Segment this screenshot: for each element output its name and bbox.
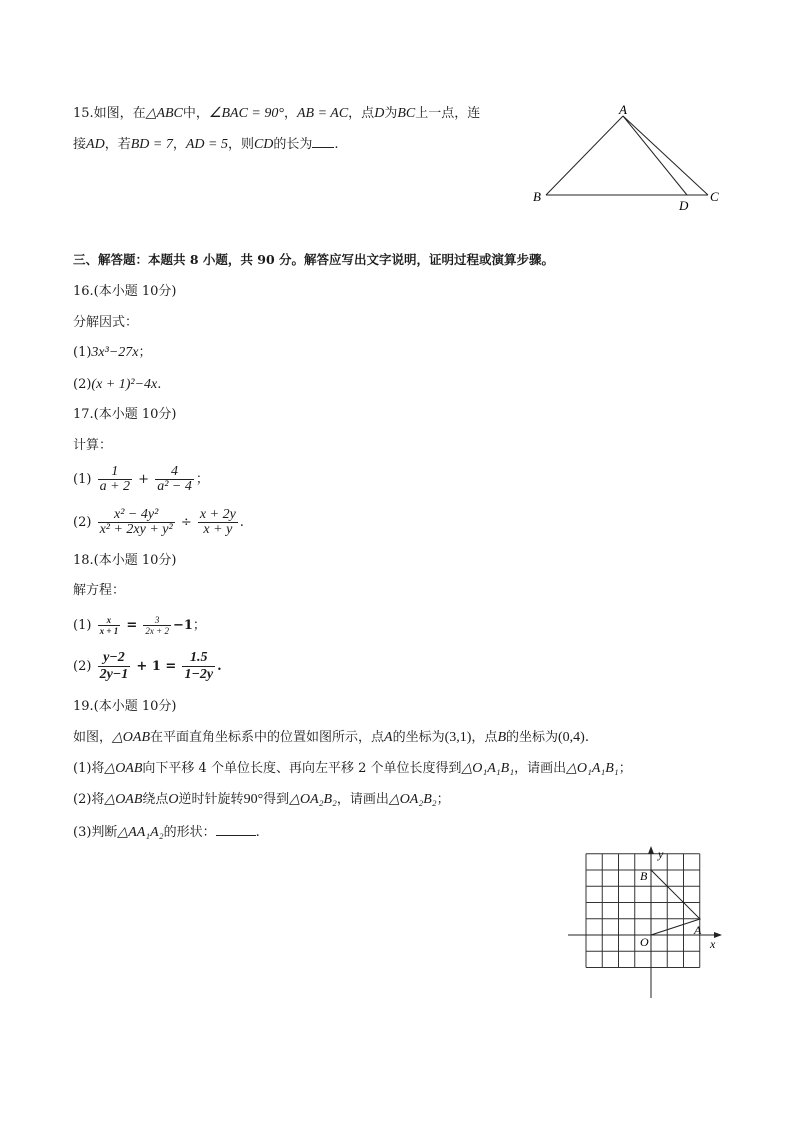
expression: 3x³−27x <box>91 345 139 360</box>
q19-part1: (1)将△OAB向下平移 4 个单位长度、再向左平移 2 个单位长度得到△O₁A₁B₁，请画出△O₁A₁B₁； <box>73 761 632 776</box>
q19-title: 19.(本小题 10分) <box>73 699 177 714</box>
q16-part1: (1)3x³−27x； <box>73 345 152 360</box>
y-axis-label: y <box>658 847 664 861</box>
triangle-abc: △ABC <box>145 106 183 121</box>
fraction: $\frac{1}{a + 2}$ <box>99 464 131 494</box>
fraction: $\frac{3}{2x + 2}$ <box>145 615 169 636</box>
label-c: C <box>710 189 719 204</box>
fraction: $\frac{4}{\text{a² − 4}}$ <box>157 464 192 494</box>
q17-title: 17.(本小题 10分) <box>73 407 177 422</box>
expression: (x + 1)²−4x <box>91 377 158 392</box>
q16-part2: (2)(x + 1)²−4x. <box>73 377 162 392</box>
coordinate-grid <box>560 840 730 1005</box>
fraction: $\frac{1.5}{1-2y}$ <box>184 650 214 682</box>
q15-line1: 15.如图，在△ABC中，∠BAC = 90°，AB = AC，点D为BC上一点，连 <box>73 106 481 121</box>
side-ab <box>546 116 623 195</box>
q18-title: 18.(本小题 10分) <box>73 553 177 568</box>
q15-line2: 接AD，若BD = 7，AD = 5，则CD的长为 . <box>73 137 339 152</box>
label-b: B <box>533 189 541 204</box>
q16-instruction: 分解因式： <box>73 315 139 330</box>
fraction: $\frac{x}{x + 1}$ <box>99 615 119 636</box>
ab-equals-ac: AB = AC <box>296 106 349 121</box>
q18-part2: (2) $\frac{y-2}{2y-1}$ + 1 = $\frac{1.5}{1-2y}$ . <box>73 650 222 682</box>
x-axis-label: x <box>710 937 716 951</box>
q18-part1: (1) $\frac{x}{x + 1}$ = $\frac{3}{2x + 2}$ −1； <box>73 615 206 636</box>
q16-title: 16.(本小题 10分) <box>73 284 177 299</box>
y-axis-arrow-icon <box>648 846 654 854</box>
section-3-header: 三、解答题：本题共 8 小题，共 90 分。解答应写出文字说明，证明过程或演算步骤。 <box>73 252 555 267</box>
label-d: D <box>679 198 689 213</box>
fraction: $\frac{y-2}{2y-1}$ <box>99 650 129 682</box>
q17-part2: (2) $\frac{\text{x² − 4y²}}{\text{x² + 2xy + y²}}$ ÷ $\frac{x + 2y}{x + y}$ . <box>73 507 244 537</box>
fraction: $\frac{\text{x² − 4y²}}{\text{x² + 2xy + y²}}$ <box>99 507 173 537</box>
label-a: A <box>694 923 702 937</box>
angle-bac: ∠BAC = 90° <box>208 106 284 121</box>
q17-instruction: 计算： <box>73 438 113 453</box>
q17-part1: (1) $\frac{1}{a + 2}$ + $\frac{4}{\text{a² − 4}}$ ； <box>73 464 209 494</box>
answer-blank <box>216 823 256 836</box>
side-ac <box>623 116 708 195</box>
label-o: O <box>640 935 649 949</box>
fraction: $\frac{x + 2y}{x + y}$ <box>199 507 236 537</box>
q19-stem: 如图，△OAB在平面直角坐标系中的位置如图所示，点A的坐标为(3,1)，点B的坐标为(0,4). <box>73 730 589 745</box>
label-a: A <box>619 102 627 117</box>
ad-value: AD = 5 <box>185 137 228 152</box>
q19-part3: (3)判断△AA₁A₂的形状： . <box>73 825 260 840</box>
triangle-figure <box>525 100 725 215</box>
q18-instruction: 解方程： <box>73 583 126 598</box>
segment-ad <box>623 116 687 195</box>
answer-blank <box>312 135 334 148</box>
q19-part2: (2)将△OAB绕点O逆时针旋转90°得到△OA₂B₂，请画出△OA₂B₂； <box>73 792 450 807</box>
bd-value: BD = 7 <box>130 137 173 152</box>
label-b: B <box>640 869 648 883</box>
